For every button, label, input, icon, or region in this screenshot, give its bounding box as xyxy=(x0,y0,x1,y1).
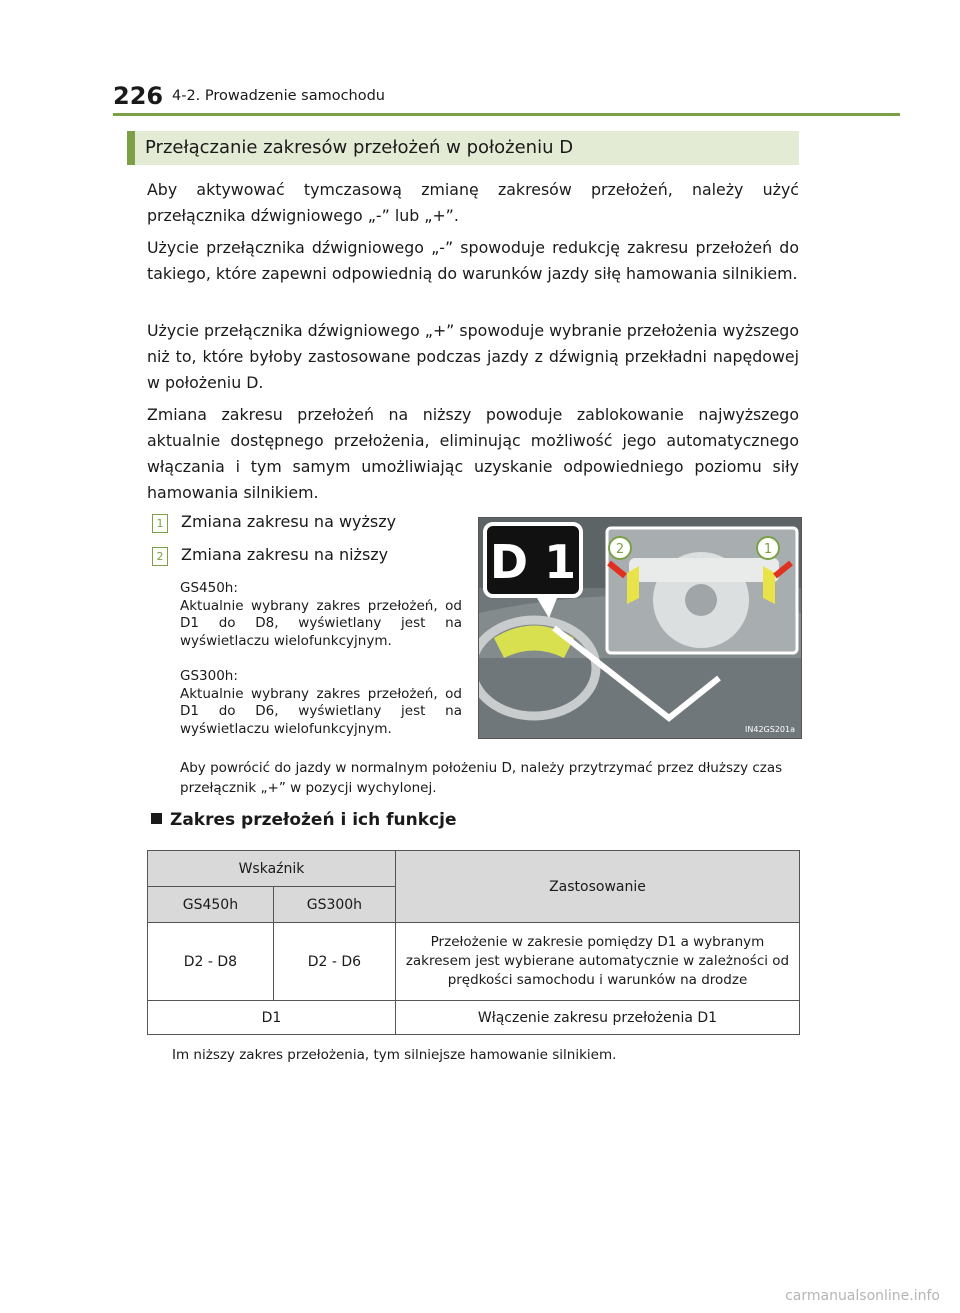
header-gs450h: GS450h xyxy=(148,887,274,923)
row-2-indicator: D1 xyxy=(148,1001,396,1035)
note-gs300h-model: GS300h: xyxy=(180,668,238,684)
figure-callout-1: 1 xyxy=(763,542,773,557)
square-bullet-icon xyxy=(151,813,162,824)
subsection-title: Zakres przełożeń i ich funkcje xyxy=(170,810,457,830)
row-1-gs300h: D2 - D6 xyxy=(273,923,395,1001)
figure-code: IN42GS201a xyxy=(745,725,795,734)
row-1-gs450h: D2 - D8 xyxy=(148,923,274,1001)
header-gs300h: GS300h xyxy=(273,887,395,923)
figure-illustration xyxy=(479,518,801,738)
section-accent xyxy=(127,131,135,165)
note-gs300h xyxy=(180,668,462,738)
paragraph-1: Aby aktywować tymczasową zmianę zakresów przełożeń, należy użyć przełącznika dźwigniowego „-” lub „+”. xyxy=(147,180,799,225)
final-note: Im niższy zakres przełożenia, tym silniejsze hamowanie silnikiem. xyxy=(172,1047,617,1063)
note-gs300h-text: Aktualnie wybrany zakres przełożeń, od D1 do D6, wyświetlany jest na wyświetlaczu wielofunkcyjnym. xyxy=(180,685,462,737)
note-gs450h-text: Aktualnie wybrany zakres przełożeń, od D1 do D8, wyświetlany jest na wyświetlaczu wielofunkcyjnym. xyxy=(180,597,462,649)
watermark: carmanualsonline.info xyxy=(785,1288,940,1304)
paragraph-2: Użycie przełącznika dźwigniowego „-” spowoduje redukcję zakresu przełożeń do takiego, które zapewni odpowiednią do warunków jazdy siłę hamowania silnikiem. xyxy=(147,238,799,283)
item-2-label: Zmiana zakresu na niższy xyxy=(181,545,389,564)
figure-callout-2: 2 xyxy=(615,542,625,557)
gear-range-table xyxy=(147,850,800,1035)
section-title: Przełączanie zakresów przełożeń w położeniu D xyxy=(145,137,574,158)
chapter-title: 4-2. Prowadzenie samochodu xyxy=(172,88,385,104)
item-1-badge: 1 xyxy=(152,514,168,533)
row-1-usage: Przełożenie w zakresie pomiędzy D1 a wybranym zakresem jest wybierane automatycznie w zależności od prędkości samochodu i warunków na drodze xyxy=(395,923,799,1001)
display-text: D 1 xyxy=(489,535,577,589)
section-heading xyxy=(127,131,799,165)
return-note: Aby powrócić do jazdy w normalnym położeniu D, należy przytrzymać przez dłuższy czas przełącznik „+” w pozycji wychylonej. xyxy=(180,760,783,796)
header-usage: Zastosowanie xyxy=(395,851,799,923)
note-gs450h-model: GS450h: xyxy=(180,580,238,596)
item-1-label: Zmiana zakresu na wyższy xyxy=(181,512,397,531)
page-header xyxy=(0,82,960,114)
paragraph-3: Użycie przełącznika dźwigniowego „+” spowoduje wybranie przełożenia wyższego niż to, które byłoby zastosowane podczas jazdy z dźwignią przekładni napędowej w położeniu D. xyxy=(147,321,799,392)
header-indicator: Wskaźnik xyxy=(148,851,396,887)
steering-wheel-figure xyxy=(478,517,802,739)
page-number: 226 xyxy=(113,82,164,110)
item-2-badge: 2 xyxy=(152,547,168,566)
subsection-heading xyxy=(151,810,456,830)
paragraph-4: Zmiana zakresu przełożeń na niższy powoduje zablokowanie najwyższego aktualnie dostępnego przełożenia, eliminując możliwość jego automatycznego włączania i tym samym umożliwiając uzyskanie odpowiedniego poziomu siły hamowania silnikiem. xyxy=(147,405,799,502)
note-gs450h xyxy=(180,580,462,650)
row-2-usage: Włączenie zakresu przełożenia D1 xyxy=(395,1001,799,1035)
header-rule xyxy=(113,113,900,116)
